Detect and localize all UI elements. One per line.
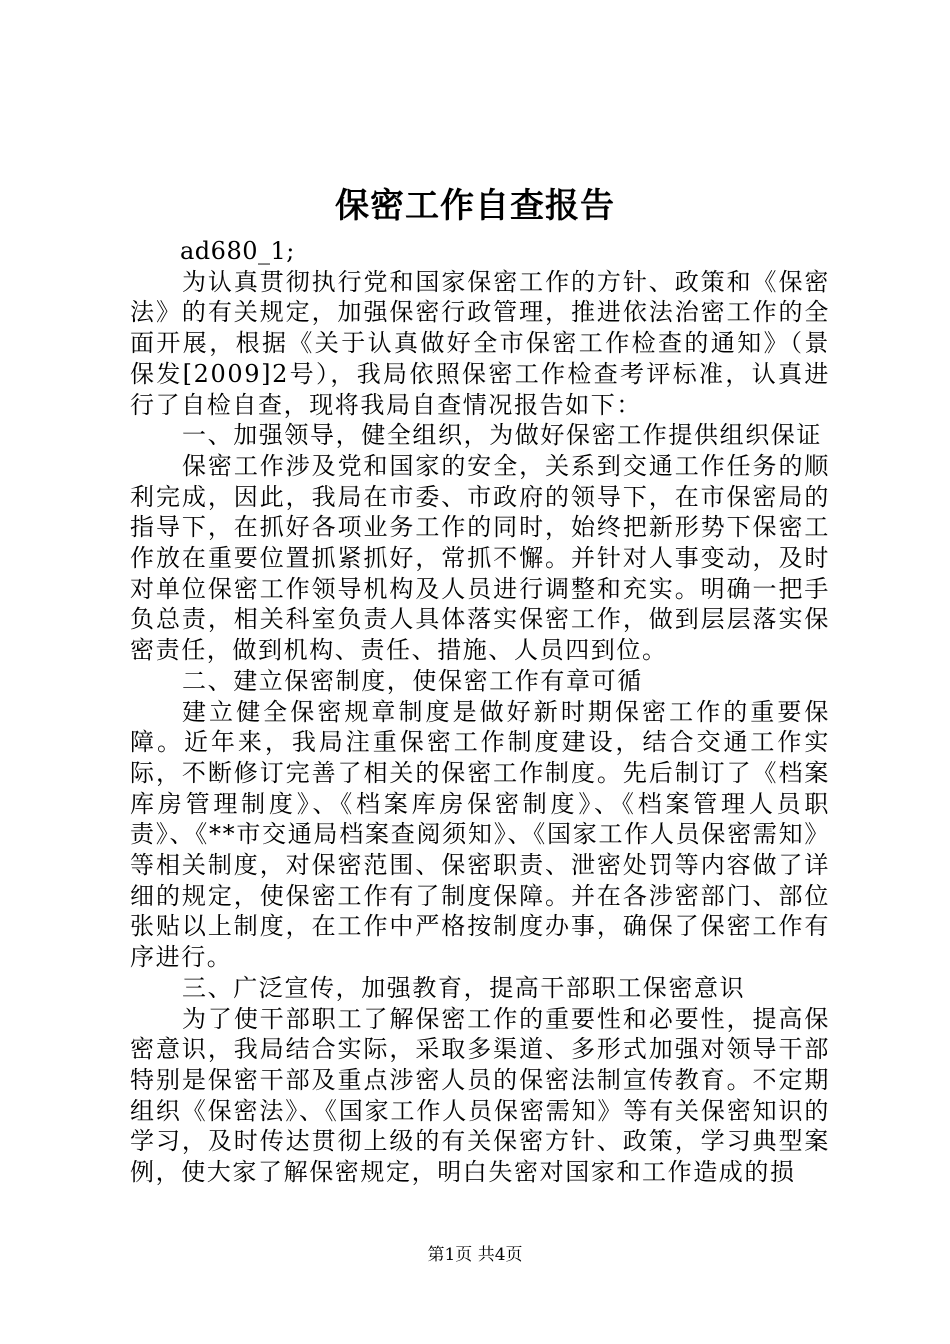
section-paragraph-3: 为了使干部职工了解保密工作的重要性和必要性，提高保密意识，我局结合实际，采取多渠道、多形式加强对领导干部特别是保密干部及重点涉密人员的保密法制宣传教育。不定期组织《保密法》、《国家工作人员保密需知》等有关保密知识的学习，及时传达贯彻上级的有关保密方针、政策，学习典型案例，使大家了解保密规定，明白失密对国家和工作造成的损 xyxy=(130,1004,830,1187)
page-number: 第1页 共4页 xyxy=(427,1245,523,1265)
section-heading-2: 二、建立保密制度，使保密工作有章可循 xyxy=(182,666,643,695)
reference-code: ad680_1; xyxy=(180,237,295,265)
section-heading-1: 一、加强领导，健全组织，为做好保密工作提供组织保证 xyxy=(182,421,822,450)
document-body xyxy=(130,236,830,1188)
intro-paragraph: 为认真贯彻执行党和国家保密工作的方针、政策和《保密法》的有关规定，加强保密行政管理，推进依法治密工作的全面开展，根据《关于认真做好全市保密工作检查的通知》（景保发[2009]2号），我局依照保密工作检查考评标准，认真进行了自检自查，现将我局自查情况报告如下： xyxy=(130,267,830,419)
section-heading-3: 三、广泛宣传，加强教育，提高干部职工保密意识 xyxy=(182,973,746,1002)
section-paragraph-1: 保密工作涉及党和国家的安全，关系到交通工作任务的顺利完成，因此，我局在市委、市政府的领导下，在市保密局的指导下，在抓好各项业务工作的同时，始终把新形势下保密工作放在重要位置抓紧抓好，常抓不懈。并针对人事变动，及时对单位保密工作领导机构及人员进行调整和充实。明确一把手负总责，相关科室负责人具体落实保密工作，做到层层落实保密责任，做到机构、责任、措施、人员四到位。 xyxy=(130,451,830,665)
document-title: 保密工作自查报告 xyxy=(335,186,615,226)
section-paragraph-2: 建立健全保密规章制度是做好新时期保密工作的重要保障。近年来，我局注重保密工作制度建设，结合交通工作实际，不断修订完善了相关的保密工作制度。先后制订了《档案库房管理制度》、《档案库房保密制度》、《档案管理人员职责》、《**市交通局档案查阅须知》、《国家工作人员保密需知》等相关制度，对保密范围、保密职责、泄密处罚等内容做了详细的规定，使保密工作有了制度保障。并在各涉密部门、部位张贴以上制度，在工作中严格按制度办事，确保了保密工作有序进行。 xyxy=(130,697,830,972)
